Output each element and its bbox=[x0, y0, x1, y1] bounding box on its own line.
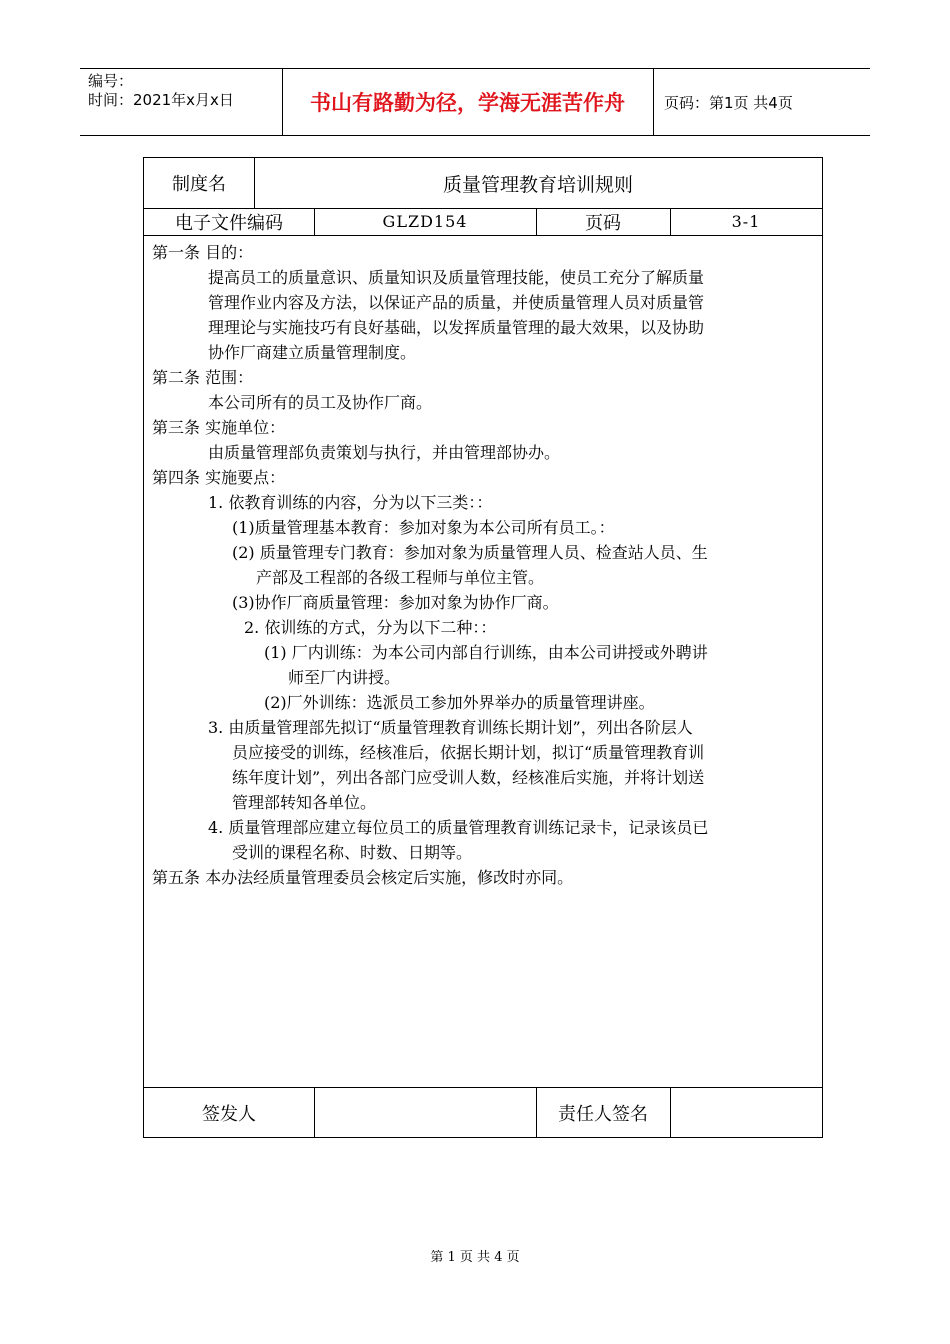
sub-list-item: (3)协作厂商质量管理：参加对象为协作厂商。 bbox=[232, 593, 559, 612]
body-line: 提高员工的质量意识、质量知识及质量管理技能，使员工充分了解质量 bbox=[208, 268, 705, 287]
body-line: 由质量管理部负责策划与执行，并由管理部协办。 bbox=[208, 443, 561, 462]
header-meta bbox=[88, 72, 234, 110]
sub-list-item: (2)厂外训练：选派员工参加外界举办的质量管理讲座。 bbox=[264, 693, 655, 712]
page-footer: 第 1 页 共 4 页 bbox=[430, 1250, 520, 1265]
page-value: 3-1 bbox=[731, 212, 761, 231]
article-5-heading: 第五条 本办法经质量管理委员会核定后实施，修改时亦同。 bbox=[152, 868, 574, 887]
header-divider-right bbox=[653, 68, 654, 135]
file-code-value: GLZD154 bbox=[382, 212, 468, 231]
list-item: 1. 依教育训练的内容，分为以下三类：： bbox=[208, 493, 493, 512]
list-item-cont: 管理部转知各单位。 bbox=[232, 793, 377, 812]
list-item-cont: 练年度计划”，列出各部门应受训人数，经核准后实施，并将计划送 bbox=[232, 768, 705, 787]
sub-list-item: (1)质量管理基本教育：参加对象为本公司所有员工。： bbox=[232, 518, 615, 537]
list-item: 3. 由质量管理部先拟订“质量管理教育训练长期计划”，列出各阶层人 bbox=[208, 718, 693, 737]
list-item: 2. 依训练的方式，分为以下二种：： bbox=[244, 618, 497, 637]
header-motto: 书山有路勤为径，学海无涯苦作舟 bbox=[310, 90, 625, 115]
file-code-label: 电子文件编码 bbox=[175, 212, 283, 234]
sub-list-item-cont: 师至厂内讲授。 bbox=[288, 668, 401, 687]
page-label: 页码 bbox=[585, 212, 621, 234]
regulation-body bbox=[152, 240, 812, 890]
article-4-heading: 第四条 实施要点： bbox=[152, 468, 286, 487]
body-line: 理理论与实施技巧有良好基础，以发挥质量管理的最大效果，以及协助 bbox=[208, 318, 705, 337]
issuer-field[interactable] bbox=[314, 1087, 536, 1138]
row-divider bbox=[144, 235, 822, 236]
body-line: 本公司所有的员工及协作厂商。 bbox=[208, 393, 433, 412]
code-label: 编号： bbox=[88, 72, 134, 90]
list-item-cont: 受训的课程名称、时数、日期等。 bbox=[232, 843, 473, 862]
responsible-signature-field[interactable] bbox=[670, 1087, 822, 1138]
list-item-cont: 员应接受的训练，经核准后，依据长期计划，拟订“质量管理教育训 bbox=[232, 743, 705, 762]
responsible-signature-label: 责任人签名 bbox=[558, 1103, 648, 1125]
regulation-name-value: 质量管理教育培训规则 bbox=[442, 173, 633, 196]
body-line: 协作厂商建立质量管理制度。 bbox=[208, 343, 417, 362]
sub-list-item: (2) 质量管理专门教育：参加对象为质量管理人员、检查站人员、生 bbox=[232, 543, 708, 562]
article-3-heading: 第三条 实施单位： bbox=[152, 418, 286, 437]
header-page-info: 页码：第1页 共4页 bbox=[664, 94, 793, 112]
time-label: 时间：2021年x月x日 bbox=[88, 91, 234, 109]
regulation-form bbox=[143, 157, 823, 1138]
sub-list-item: (1) 厂内训练：为本公司内部自行训练，由本公司讲授或外聘讲 bbox=[264, 643, 708, 662]
issuer-label: 签发人 bbox=[202, 1103, 256, 1125]
list-item: 4. 质量管理部应建立每位员工的质量管理教育训练记录卡，记录该员已 bbox=[208, 818, 709, 837]
sub-list-item-cont: 产部及工程部的各级工程师与单位主管。 bbox=[256, 568, 545, 587]
header-bottom-rule bbox=[80, 135, 870, 136]
body-line: 管理作业内容及方法，以保证产品的质量，并使质量管理人员对质量管 bbox=[208, 293, 705, 312]
regulation-name-label: 制度名 bbox=[172, 174, 226, 195]
article-1-heading: 第一条 目的： bbox=[152, 243, 254, 262]
article-2-heading: 第二条 范围： bbox=[152, 368, 254, 387]
